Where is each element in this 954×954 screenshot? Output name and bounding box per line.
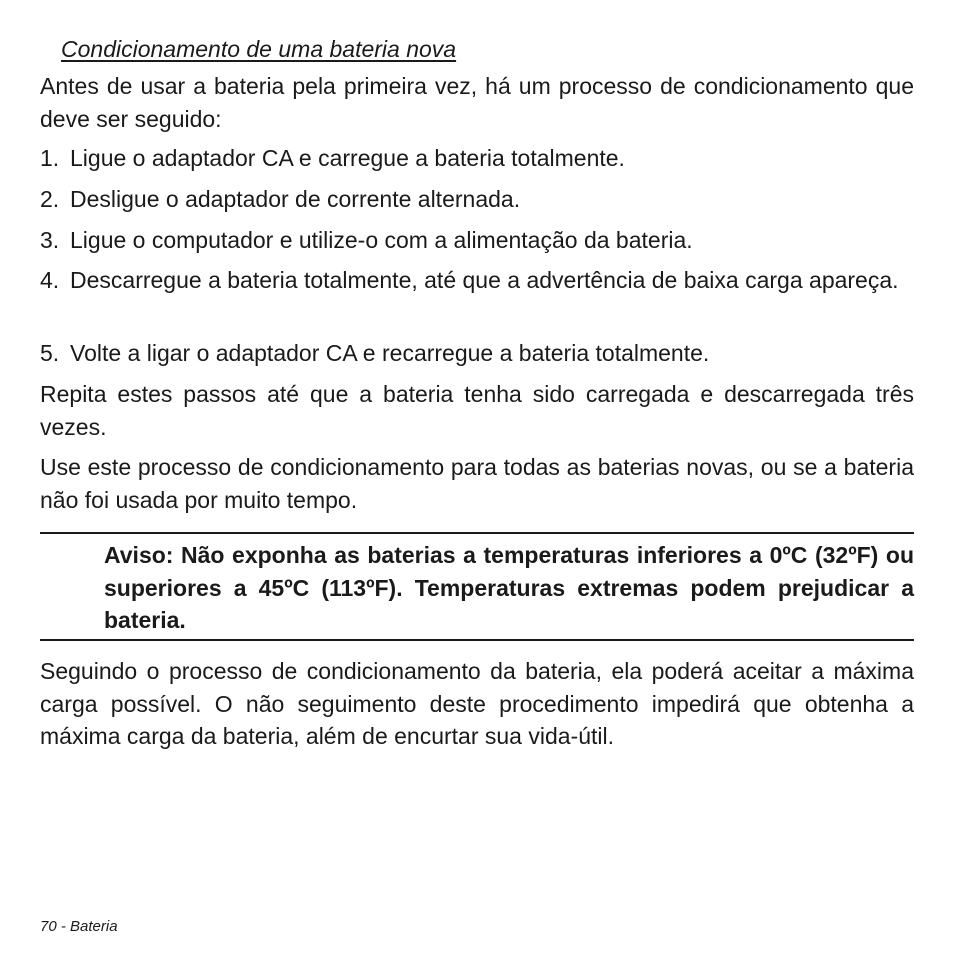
step-number: 1.	[40, 145, 60, 171]
step-text: Ligue o computador e utilize-o com a alimentação da bateria.	[70, 227, 693, 253]
step-item-4	[40, 264, 914, 297]
step-text: Desligue o adaptador de corrente alternada.	[70, 186, 521, 212]
step-item-1	[40, 142, 914, 175]
intro-paragraph: Antes de usar a bateria pela primeira vez, há um processo de condicionamento que deve ser seguido:	[40, 73, 914, 132]
step-number: 3.	[40, 227, 60, 253]
warning-top-divider	[40, 532, 914, 534]
step-text: Volte a ligar o adaptador CA e recarregue a bateria totalmente.	[70, 340, 710, 366]
step-number: 2.	[40, 186, 60, 212]
step-number: 5.	[40, 340, 60, 366]
step-item-2	[40, 183, 914, 216]
step-item-3	[40, 224, 914, 257]
repeat-paragraph: Repita estes passos até que a bateria tenha sido carregada e descarregada três vezes.	[40, 381, 914, 440]
usage-paragraph: Use este processo de condicionamento para todas as baterias novas, ou se a bateria não foi usada por muito tempo.	[40, 454, 914, 513]
warning-text: Aviso: Não exponha as baterias a temperaturas inferiores a 0ºC (32ºF) ou superiores a 45ºC (113ºF). Temperaturas extremas podem prejudicar a bateria.	[104, 542, 914, 633]
step-number: 4.	[40, 267, 60, 293]
section-heading: Condicionamento de uma bateria nova	[61, 36, 457, 62]
page-footer: 70 - Bateria	[40, 918, 118, 935]
step-text: Descarregue a bateria totalmente, até que a advertência de baixa carga apareça.	[70, 267, 899, 293]
step-item-5	[40, 337, 914, 370]
step-text: Ligue o adaptador CA e carregue a bateria totalmente.	[70, 145, 625, 171]
closing-paragraph: Seguindo o processo de condicionamento da bateria, ela poderá aceitar a máxima carga possível. O não seguimento deste procedimento impedirá que obtenha a máxima carga da bateria, além de encurtar sua vida-útil.	[40, 658, 914, 749]
warning-bottom-divider	[40, 639, 914, 641]
